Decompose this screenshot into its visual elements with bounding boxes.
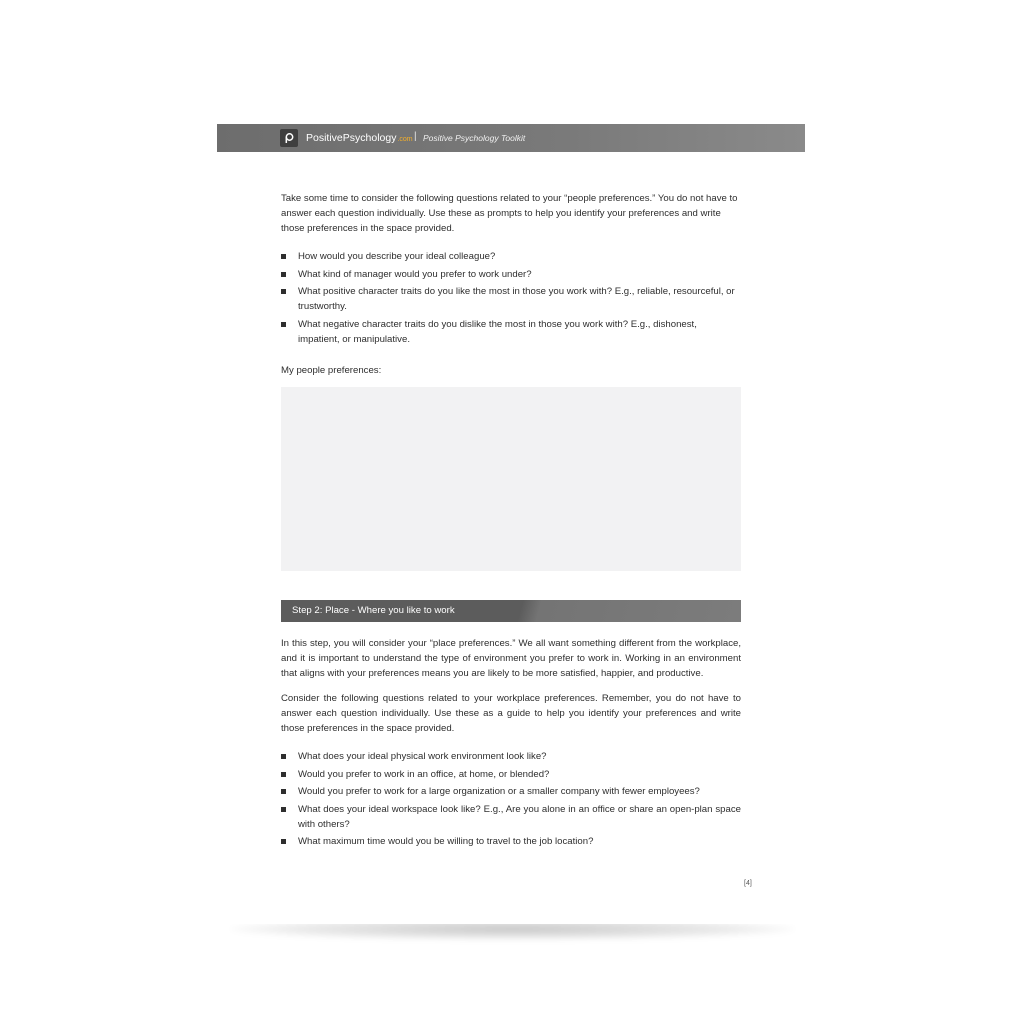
p-logo-icon	[280, 129, 298, 147]
document-page	[217, 124, 805, 924]
step2-para2-section	[281, 691, 741, 736]
list-item: How would you describe your ideal colleague?	[281, 249, 741, 264]
list-item: What maximum time would you be willing to travel to the job location?	[281, 834, 741, 849]
list-item: Would you prefer to work for a large organization or a smaller company with fewer employees?	[281, 784, 741, 799]
list-item: What positive character traits do you like the most in those you work with? E.g., reliable, resourceful, or trustworthy.	[281, 284, 741, 314]
people-questions	[281, 249, 741, 349]
step2-paragraph: In this step, you will consider your “place preferences.” We all want something different from the workplace, and it is important to understand the type of environment you prefer to work in. Working in an environment that aligns with your preferences means you are likely to be more satisfied, happier, and productive.	[281, 638, 741, 679]
list-item: What does your ideal workspace look like? E.g., Are you alone in an office or share an open-plan space with others?	[281, 802, 741, 832]
list-item: What negative character traits do you dislike the most in those you work with? E.g., dishonest, impatient, or manipulative.	[281, 317, 741, 347]
answer-label-section	[281, 363, 741, 378]
step-heading-bar	[281, 600, 741, 622]
toolkit-title: Positive Psychology Toolkit	[423, 133, 526, 143]
brand-name: PositivePsychology.com	[306, 132, 413, 144]
step-title: Step 2: Place - Where you like to work	[292, 605, 455, 616]
page-header	[217, 124, 805, 152]
page-number: [4]	[744, 880, 752, 887]
answer-label: My people preferences:	[281, 365, 382, 376]
list-item: What does your ideal physical work environment look like?	[281, 749, 741, 764]
list-item: Would you prefer to work in an office, at home, or blended?	[281, 767, 741, 782]
people-preferences-answer-box[interactable]	[281, 387, 741, 571]
step2-paragraph: Consider the following questions related to your workplace preferences. Remember, you do not have to answer each question individually. Use these as a guide to help you identify your preferences and write those preferences in the space provided.	[281, 693, 741, 734]
intro-section	[281, 191, 741, 236]
intro-paragraph: Take some time to consider the following questions related to your “people preferences.” You do not have to answer each question individually. Use these as prompts to help you identify your preferences and write those preferences in the space provided.	[281, 193, 738, 234]
header-separator: |	[414, 131, 417, 142]
brand-suffix: .com	[397, 136, 413, 143]
step2-para1-section	[281, 636, 741, 681]
place-questions	[281, 749, 741, 852]
list-item: What kind of manager would you prefer to work under?	[281, 267, 741, 282]
